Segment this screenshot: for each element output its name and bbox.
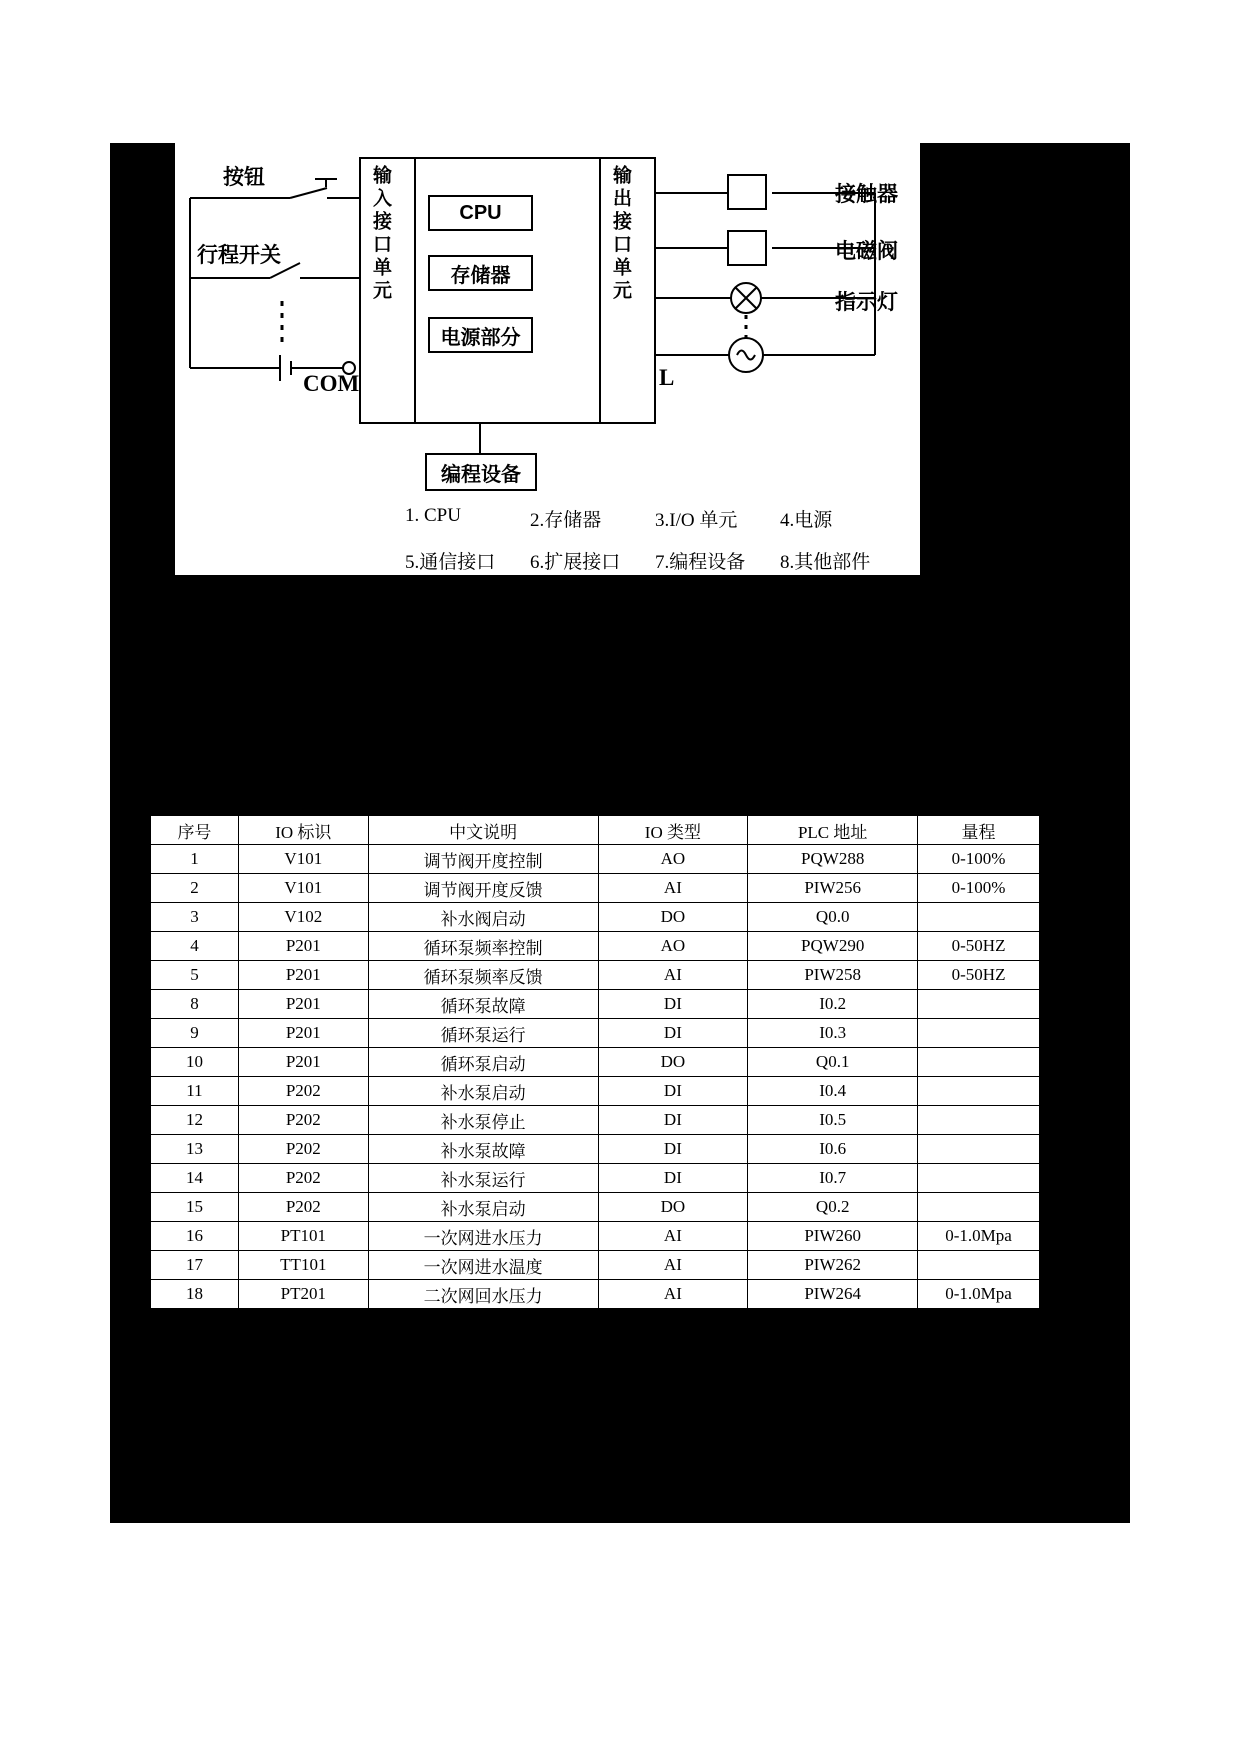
- table-cell: PIW262: [748, 1251, 918, 1280]
- legend-row: [405, 547, 905, 574]
- table-cell: AO: [598, 845, 748, 874]
- figure-label-output-unit: 输出接口单元: [610, 165, 631, 303]
- table-cell: PIW264: [748, 1280, 918, 1309]
- table-cell: 14: [151, 1164, 239, 1193]
- table-cell: 补水泵运行: [368, 1164, 598, 1193]
- table-cell: Q0.1: [748, 1048, 918, 1077]
- table-row: [151, 845, 1040, 874]
- table-cell: P202: [238, 1193, 368, 1222]
- table-cell: 调节阀开度控制: [368, 845, 598, 874]
- table-cell: 调节阀开度反馈: [368, 874, 598, 903]
- legend-item: 1. CPU: [405, 505, 461, 526]
- table-cell: 补水泵启动: [368, 1193, 598, 1222]
- power-box: 电源部分: [428, 317, 533, 353]
- table-cell: AI: [598, 874, 748, 903]
- figure-label-input-unit: 输入接口单元: [370, 165, 391, 303]
- legend-item: 8.其他部件: [780, 552, 871, 573]
- table-cell: TT101: [238, 1251, 368, 1280]
- table-header-cell: PLC 地址: [748, 816, 918, 845]
- table-cell: V101: [238, 845, 368, 874]
- table-cell: [918, 1019, 1040, 1048]
- table-cell: 12: [151, 1106, 239, 1135]
- table-cell: I0.5: [748, 1106, 918, 1135]
- table-cell: Q0.0: [748, 903, 918, 932]
- figure-legend: [405, 505, 905, 574]
- table-cell: 0-50HZ: [918, 961, 1040, 990]
- table-cell: I0.6: [748, 1135, 918, 1164]
- table-row: [151, 1222, 1040, 1251]
- legend-item: 2.存储器: [530, 510, 602, 531]
- memory-box: 存储器: [428, 255, 533, 291]
- table-cell: 0-100%: [918, 874, 1040, 903]
- table-cell: 3: [151, 903, 239, 932]
- io-list-table-container: [150, 815, 1040, 1309]
- table-cell: 8: [151, 990, 239, 1019]
- table-cell: 一次网进水温度: [368, 1251, 598, 1280]
- table-cell: 16: [151, 1222, 239, 1251]
- table-cell: PIW260: [748, 1222, 918, 1251]
- table-cell: AI: [598, 1251, 748, 1280]
- table-cell: DI: [598, 1164, 748, 1193]
- table-cell: 1: [151, 845, 239, 874]
- table-row: [151, 932, 1040, 961]
- table-row: [151, 1251, 1040, 1280]
- table-cell: P202: [238, 1164, 368, 1193]
- figure-label-l-terminal: L: [659, 365, 675, 390]
- figure-label-indicator: 指示灯: [835, 291, 898, 314]
- table-cell: [918, 903, 1040, 932]
- table-cell: 循环泵运行: [368, 1019, 598, 1048]
- table-cell: DO: [598, 1193, 748, 1222]
- table-cell: P202: [238, 1135, 368, 1164]
- table-cell: P201: [238, 932, 368, 961]
- table-row: [151, 874, 1040, 903]
- table-cell: AI: [598, 961, 748, 990]
- table-cell: [918, 1135, 1040, 1164]
- legend-item: 6.扩展接口: [530, 552, 621, 573]
- table-cell: P201: [238, 1048, 368, 1077]
- figure-label-solenoid: 电磁阀: [835, 240, 898, 263]
- table-cell: 9: [151, 1019, 239, 1048]
- table-cell: DO: [598, 903, 748, 932]
- table-cell: AO: [598, 932, 748, 961]
- figure-label-com: COM: [303, 371, 360, 396]
- table-header-cell: IO 类型: [598, 816, 748, 845]
- table-cell: 循环泵频率反馈: [368, 961, 598, 990]
- table-cell: I0.4: [748, 1077, 918, 1106]
- table-cell: [918, 1164, 1040, 1193]
- table-cell: 0-100%: [918, 845, 1040, 874]
- table-row: [151, 1048, 1040, 1077]
- table-cell: 二次网回水压力: [368, 1280, 598, 1309]
- table-cell: [918, 1106, 1040, 1135]
- legend-item: 4.电源: [780, 510, 833, 531]
- table-cell: AI: [598, 1222, 748, 1251]
- table-cell: 循环泵频率控制: [368, 932, 598, 961]
- table-cell: V101: [238, 874, 368, 903]
- table-cell: 0-1.0Mpa: [918, 1280, 1040, 1309]
- table-header-cell: 序号: [151, 816, 239, 845]
- table-cell: P201: [238, 990, 368, 1019]
- table-body: [151, 845, 1040, 1309]
- table-cell: I0.7: [748, 1164, 918, 1193]
- table-cell: Q0.2: [748, 1193, 918, 1222]
- table-cell: 补水泵故障: [368, 1135, 598, 1164]
- table-cell: P202: [238, 1077, 368, 1106]
- table-row: [151, 1280, 1040, 1309]
- table-cell: [918, 1193, 1040, 1222]
- table-cell: 0-50HZ: [918, 932, 1040, 961]
- table-cell: P201: [238, 1019, 368, 1048]
- table-cell: 5: [151, 961, 239, 990]
- table-cell: DI: [598, 1106, 748, 1135]
- table-row: [151, 990, 1040, 1019]
- table-cell: PT101: [238, 1222, 368, 1251]
- table-cell: 13: [151, 1135, 239, 1164]
- legend-item: 5.通信接口: [405, 552, 496, 573]
- table-cell: P201: [238, 961, 368, 990]
- table-cell: [918, 1251, 1040, 1280]
- table-cell: 0-1.0Mpa: [918, 1222, 1040, 1251]
- legend-item: 7.编程设备: [655, 552, 746, 573]
- io-list-table: [150, 815, 1040, 1309]
- table-cell: 2: [151, 874, 239, 903]
- table-cell: PQW288: [748, 845, 918, 874]
- table-cell: [918, 990, 1040, 1019]
- table-header-cell: 量程: [918, 816, 1040, 845]
- table-cell: [918, 1077, 1040, 1106]
- table-row: [151, 961, 1040, 990]
- figure-label-limit-switch: 行程开关: [197, 244, 281, 267]
- legend-item: 3.I/O 单元: [655, 510, 738, 531]
- cpu-box: CPU: [428, 195, 533, 231]
- table-cell: 15: [151, 1193, 239, 1222]
- table-cell: DI: [598, 1077, 748, 1106]
- table-cell: V102: [238, 903, 368, 932]
- table-cell: 循环泵启动: [368, 1048, 598, 1077]
- table-cell: 18: [151, 1280, 239, 1309]
- table-row: [151, 1106, 1040, 1135]
- table-header-row: [151, 816, 1040, 845]
- figure-label-contactor: 接触器: [835, 183, 898, 206]
- table-row: [151, 1019, 1040, 1048]
- table-cell: PIW256: [748, 874, 918, 903]
- legend-row: [405, 505, 905, 532]
- table-cell: 补水泵停止: [368, 1106, 598, 1135]
- table-cell: DI: [598, 990, 748, 1019]
- table-header-cell: IO 标识: [238, 816, 368, 845]
- programmer-box: 编程设备: [425, 453, 537, 491]
- table-row: [151, 1193, 1040, 1222]
- table-header-cell: 中文说明: [368, 816, 598, 845]
- table-cell: [918, 1048, 1040, 1077]
- table-cell: I0.2: [748, 990, 918, 1019]
- table-cell: 17: [151, 1251, 239, 1280]
- table-cell: PQW290: [748, 932, 918, 961]
- table-cell: DI: [598, 1135, 748, 1164]
- table-cell: PT201: [238, 1280, 368, 1309]
- table-cell: 4: [151, 932, 239, 961]
- table-cell: 补水阀启动: [368, 903, 598, 932]
- table-cell: 一次网进水压力: [368, 1222, 598, 1251]
- table-cell: DO: [598, 1048, 748, 1077]
- table-cell: 补水泵启动: [368, 1077, 598, 1106]
- table-cell: 10: [151, 1048, 239, 1077]
- table-cell: DI: [598, 1019, 748, 1048]
- table-cell: I0.3: [748, 1019, 918, 1048]
- table-cell: P202: [238, 1106, 368, 1135]
- table-cell: PIW258: [748, 961, 918, 990]
- table-row: [151, 1164, 1040, 1193]
- table-row: [151, 1135, 1040, 1164]
- table-cell: 11: [151, 1077, 239, 1106]
- table-row: [151, 903, 1040, 932]
- table-row: [151, 1077, 1040, 1106]
- figure-label-button: 按钮: [223, 166, 265, 189]
- table-cell: 循环泵故障: [368, 990, 598, 1019]
- table-cell: AI: [598, 1280, 748, 1309]
- plc-architecture-figure: [175, 143, 920, 575]
